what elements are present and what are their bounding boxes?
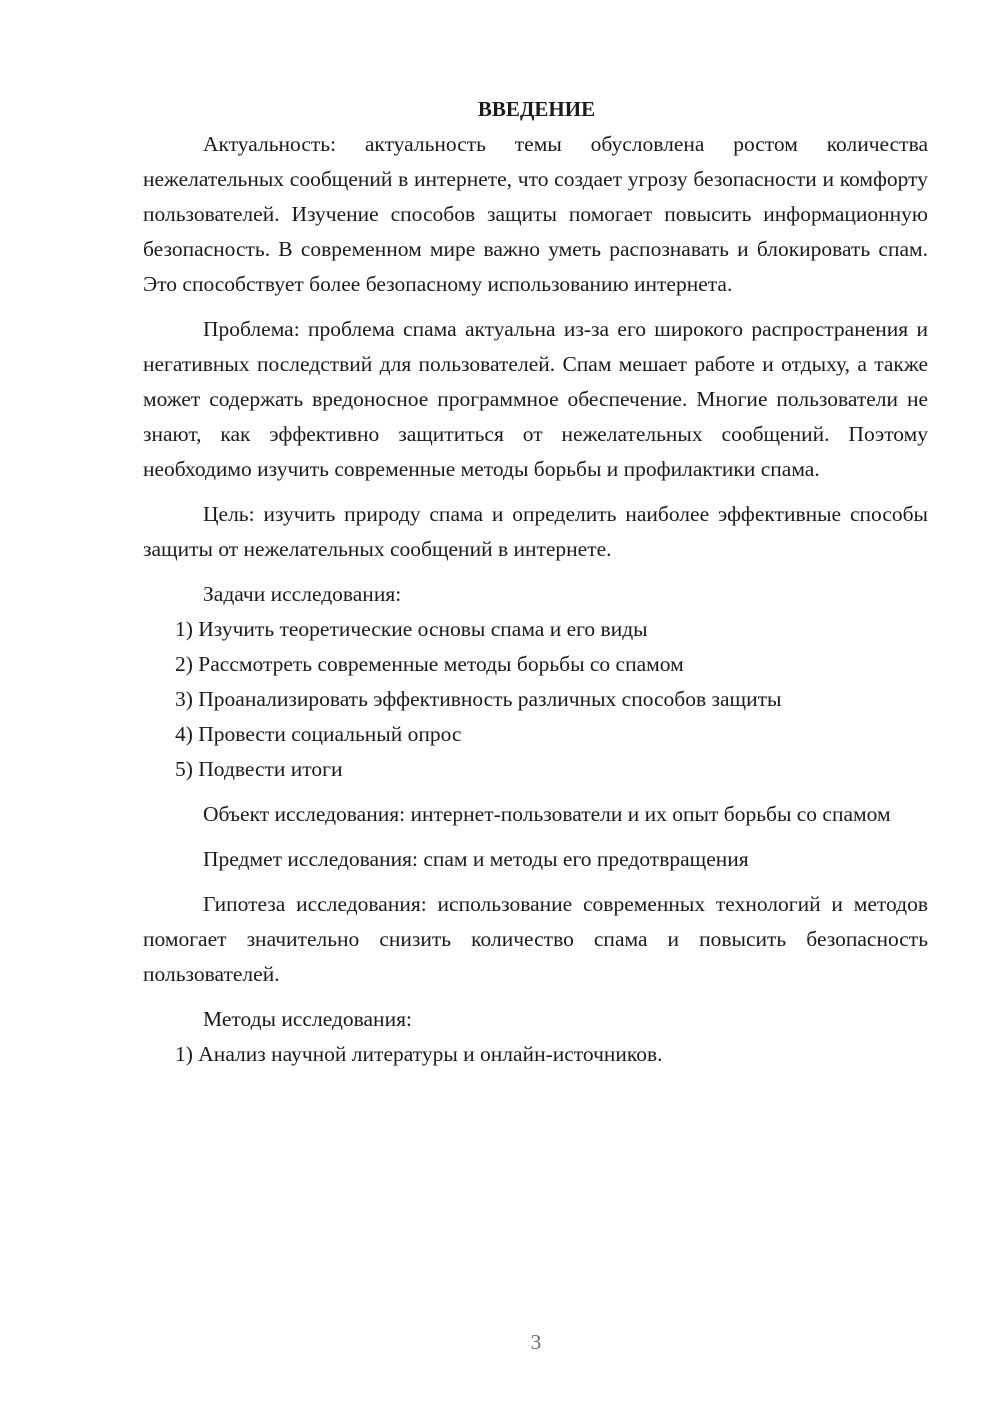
method-item: 1) Анализ научной литературы и онлайн-источников. — [175, 1042, 663, 1066]
task-item: 2) Рассмотреть современные методы борьбы со спамом — [175, 652, 684, 676]
task-item: 3) Проанализировать эффективность различных способов защиты — [175, 687, 782, 711]
task-item: 5) Подвести итоги — [175, 757, 343, 781]
section-heading: ВВЕДЕНИЕ — [477, 97, 596, 121]
paragraph-relevance: Актуальность: актуальность темы обусловлена ростом количества нежелательных сообщений в интернете, что создает угрозу безопасности и комфорту пользователей. Изучение способов защиты помогает повысить информационную безопасность. В современном мире важно уметь распознавать и блокировать спам. Это способствует более безопасному использованию интернета. — [143, 132, 928, 296]
document-page — [143, 92, 928, 1072]
paragraph-object: Объект исследования: интернет-пользователи и их опыт борьбы со спамом — [203, 802, 891, 826]
paragraph-hypothesis: Гипотеза исследования: использование современных технологий и методов помогает значительно снизить количество спама и повысить безопасность пользователей. — [143, 892, 928, 986]
task-item: 4) Провести социальный опрос — [175, 722, 462, 746]
paragraph-goal: Цель: изучить природу спама и определить наиболее эффективные способы защиты от нежелательных сообщений в интернете. — [143, 502, 928, 561]
paragraph-problem: Проблема: проблема спама актуальна из-за его широкого распространения и негативных последствий для пользователей. Спам мешает работе и отдыху, а также может содержать вредоносное программное обеспечение. Многие пользователи не знают, как эффективно защититься от нежелательных сообщений. Поэтому необходимо изучить современные методы борьбы и профилактики спама. — [143, 317, 928, 481]
task-item: 1) Изучить теоретические основы спама и его виды — [175, 617, 648, 641]
methods-title: Методы исследования: — [203, 1007, 412, 1031]
paragraph-subject: Предмет исследования: спам и методы его предотвращения — [203, 847, 749, 871]
page-number: 3 — [530, 1330, 542, 1354]
tasks-title: Задачи исследования: — [203, 582, 402, 606]
